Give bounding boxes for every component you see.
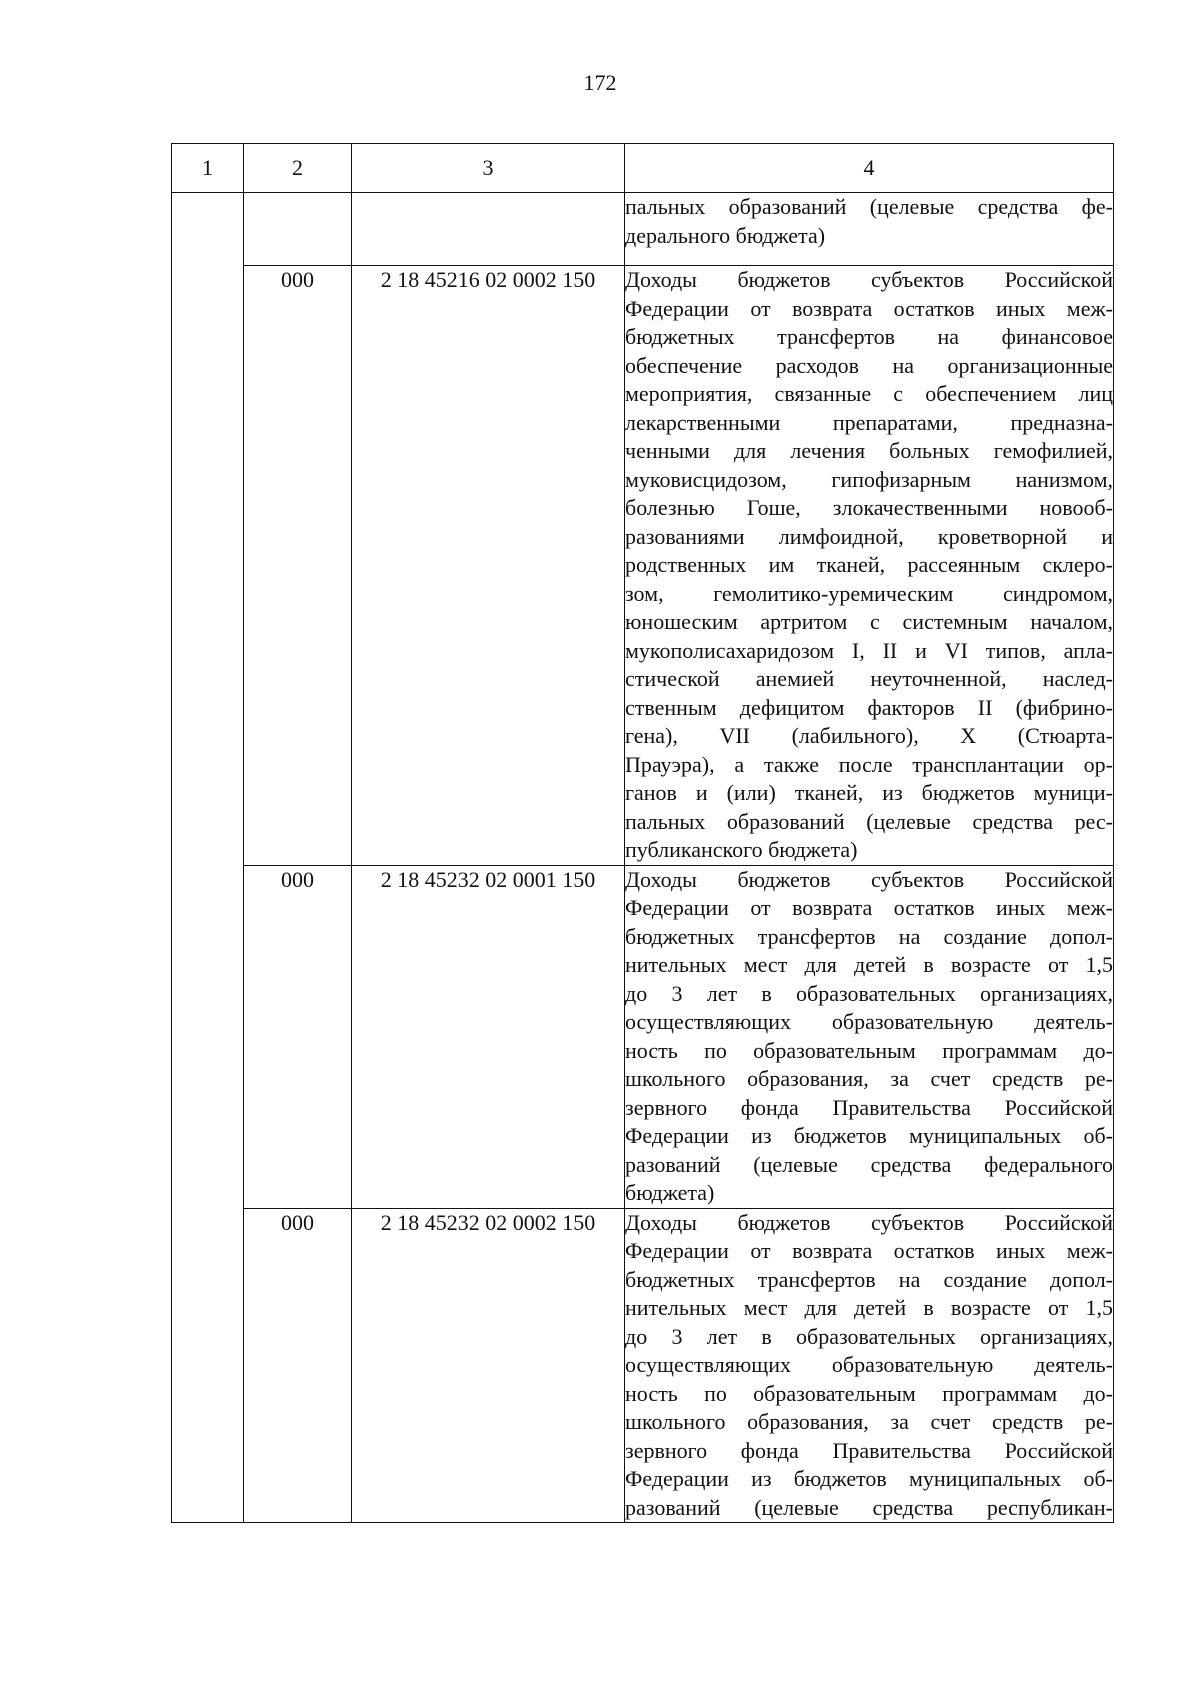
table-row (172, 193, 1114, 266)
table-row (172, 865, 1114, 1208)
description-line: Федерации от возврата остатков иных меж- (625, 1238, 1113, 1263)
description-line: Федерации из бюджетов муниципальных об- (625, 1123, 1113, 1148)
description-line: дерального бюджета) (625, 222, 826, 248)
table-header-row (172, 144, 1114, 193)
description-line: стической анемией неуточненной, наслед- (625, 666, 1113, 691)
description-line: лекарственными препаратами, предназна- (625, 409, 1113, 435)
description-line: Федерации от возврата остатков иных меж- (625, 295, 1113, 321)
description-line: мероприятия, связанные с обеспечением лиц (625, 381, 1113, 406)
header-col-4: 4 (625, 144, 1114, 193)
admin-code-cell: 000 (244, 266, 352, 866)
description-line: ченными для лечения больных гемофилией, (625, 438, 1113, 463)
description-line: нительных мест для детей в возрасте от 1,5 (625, 952, 1113, 977)
description-line: ность по образовательным программам до- (625, 1380, 1113, 1406)
description-line: зервного фонда Правительства Российской (625, 1437, 1113, 1463)
description-line: разованиями лимфоидной, кроветворной и (625, 523, 1113, 549)
description-cell (625, 865, 1114, 1208)
description-line: ственным дефицитом факторов II (фибрино- (625, 694, 1113, 720)
description-cell (625, 1208, 1114, 1523)
description-line: Доходы бюджетов субъектов Российской (625, 866, 1113, 892)
description-cell (625, 266, 1114, 866)
description-line: гена), VII (лабильного), X (Стюарта- (625, 723, 1113, 748)
description-line: осуществляющих образовательную деятель- (625, 1009, 1113, 1034)
header-col-2: 2 (244, 144, 352, 193)
description-line: родственных им тканей, рассеянным склеро- (625, 552, 1113, 577)
description-line: бюджетных трансфертов на финансовое (625, 324, 1113, 349)
description-line: юношеским артритом с системным началом, (625, 609, 1113, 634)
admin-code-cell (244, 193, 352, 266)
description-line: школьного образования, за счет средств ре- (625, 1066, 1113, 1091)
header-col-1: 1 (172, 144, 244, 193)
description-line: бюджетных трансфертов на создание допол- (625, 923, 1113, 949)
description-line: Доходы бюджетов субъектов Российской (625, 1209, 1113, 1235)
revenue-code-cell: 2 18 45232 02 0002 150 (352, 1208, 625, 1523)
group-cell (172, 193, 244, 1523)
description-line: обеспечение расходов на организационные (625, 352, 1113, 378)
description-line: Федерации из бюджетов муниципальных об- (625, 1466, 1113, 1491)
description-line: до 3 лет в образовательных организациях, (625, 1323, 1113, 1349)
description-line: муковисцидозом, гипофизарным нанизмом, (625, 466, 1113, 492)
header-col-3: 3 (352, 144, 625, 193)
description-line: публиканского бюджета) (625, 837, 858, 862)
description-line: болезнью Гоше, злокачественными новооб- (625, 495, 1113, 520)
description-line: ганов и (или) тканей, из бюджетов муници- (625, 780, 1113, 805)
description-line: мукополисахаридозом I, II и VI типов, апла- (625, 637, 1113, 663)
description-line: до 3 лет в образовательных организациях, (625, 980, 1113, 1006)
description-line: бюджетных трансфертов на создание допол- (625, 1266, 1113, 1292)
revenue-code-cell (352, 193, 625, 266)
description-line: Доходы бюджетов субъектов Российской (625, 267, 1113, 292)
admin-code-cell: 000 (244, 1208, 352, 1523)
description-line: ность по образовательным программам до- (625, 1037, 1113, 1063)
description-line: разований (целевые средства федерального (625, 1151, 1113, 1177)
description-line: Федерации от возврата остатков иных меж- (625, 895, 1113, 920)
description-line: бюджета) (625, 1180, 715, 1205)
description-line: Прауэра), а также после трансплантации ор- (625, 751, 1113, 777)
description-line: зервного фонда Правительства Российской (625, 1094, 1113, 1120)
revenue-codes-table (171, 143, 1114, 1523)
description-line: разований (целевые средства республикан- (625, 1494, 1113, 1520)
description-line: школьного образования, за счет средств ре- (625, 1409, 1113, 1434)
description-line: пальных образований (целевые средства рес- (625, 808, 1113, 834)
table-row (172, 1208, 1114, 1523)
description-cell (625, 193, 1114, 266)
admin-code-cell: 000 (244, 865, 352, 1208)
page-number: 172 (583, 70, 617, 95)
revenue-code-cell: 2 18 45232 02 0001 150 (352, 865, 625, 1208)
description-line: зом, гемолитико-уремическим синдромом, (625, 580, 1113, 606)
description-line: осуществляющих образовательную деятель- (625, 1352, 1113, 1377)
description-line: пальных образований (целевые средства фе- (625, 194, 1113, 219)
table-row (172, 266, 1114, 866)
description-line: нительных мест для детей в возрасте от 1,5 (625, 1295, 1113, 1320)
revenue-code-cell: 2 18 45216 02 0002 150 (352, 266, 625, 866)
